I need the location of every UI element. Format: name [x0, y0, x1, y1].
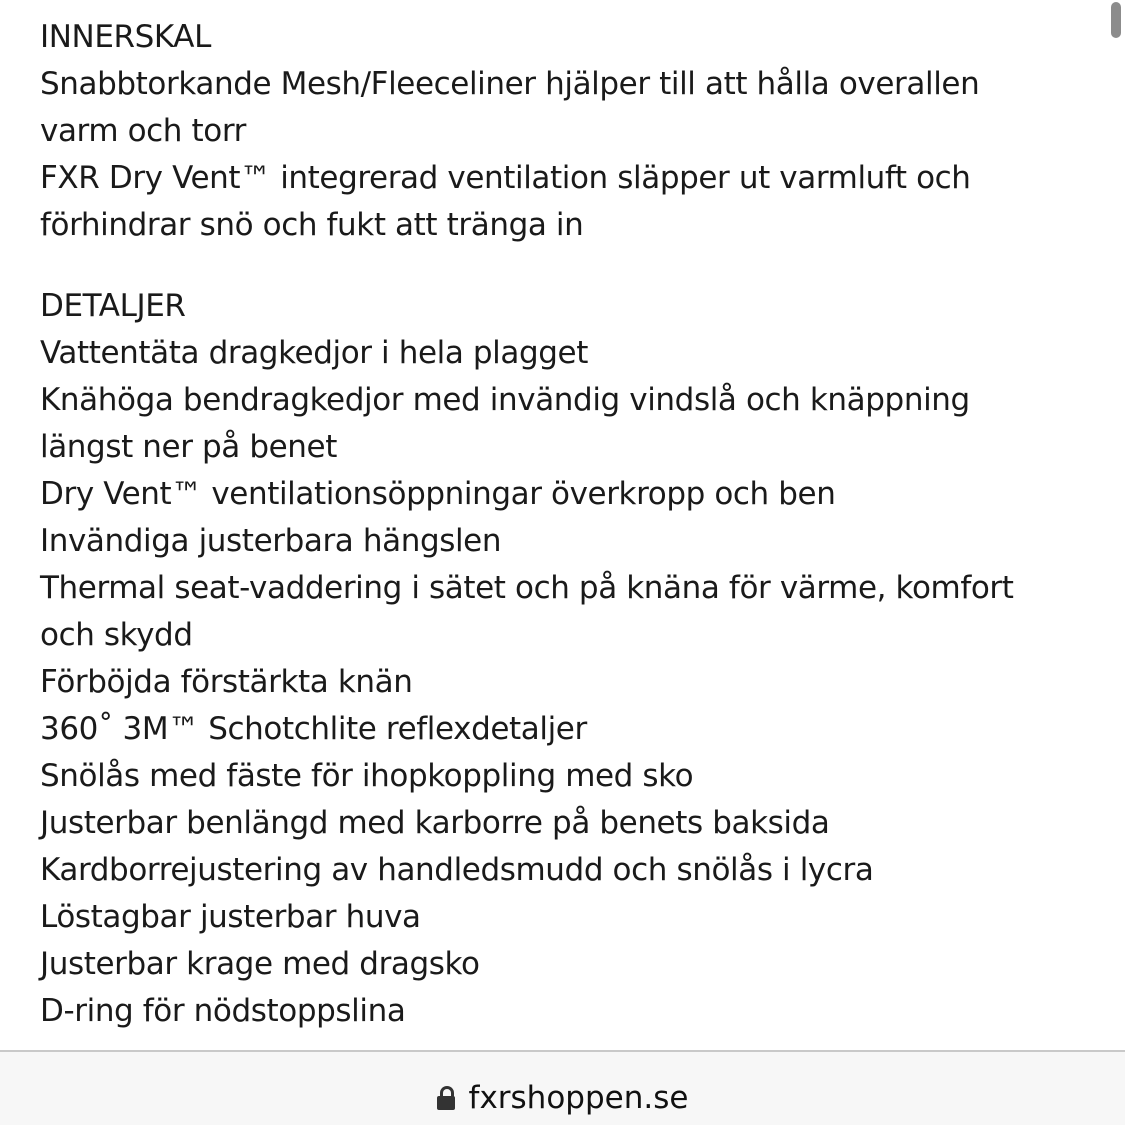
- lock-icon: [437, 1086, 455, 1110]
- text-line: Invändiga justerbara hängslen: [40, 523, 502, 559]
- scrollbar-thumb[interactable]: [1111, 2, 1121, 38]
- text-line: Knähöga bendragkedjor med invändig vindslå och knäppning: [40, 382, 970, 418]
- text-line: Kardborrejustering av handledsmudd och snölås i lycra: [40, 852, 874, 888]
- text-line: D-ring för nödstoppslina: [40, 993, 406, 1029]
- url-text: fxrshoppen.se: [468, 1080, 689, 1116]
- text-line: Förböjda förstärkta knän: [40, 664, 413, 700]
- text-line: Justerbar benlängd med karborre på benets baksida: [40, 805, 830, 841]
- text-line: FXR Dry Vent™ integrerad ventilation släpper ut varmluft och: [40, 160, 971, 196]
- text-line: Löstagbar justerbar huva: [40, 899, 421, 935]
- text-line: Vattentäta dragkedjor i hela plagget: [40, 335, 588, 371]
- text-line: och skydd: [40, 617, 193, 653]
- url-display[interactable]: [0, 1080, 1125, 1116]
- text-line: Justerbar krage med dragsko: [40, 946, 480, 982]
- text-line: längst ner på benet: [40, 429, 337, 465]
- section-heading: INNERSKAL: [40, 19, 211, 55]
- text-line: förhindrar snö och fukt att tränga in: [40, 207, 584, 243]
- text-line: Thermal seat-vaddering i sätet och på knäna för värme, komfort: [40, 570, 1014, 606]
- section-innerskal: [40, 14, 1090, 249]
- text-line: Dry Vent™ ventilationsöppningar överkropp och ben: [40, 476, 836, 512]
- section-heading: DETALJER: [40, 288, 186, 324]
- browser-address-bar[interactable]: [0, 1050, 1125, 1125]
- text-line: Snabbtorkande Mesh/Fleeceliner hjälper till att hålla overallen: [40, 66, 980, 102]
- section-detaljer: [40, 283, 1090, 1035]
- text-line: Snölås med fäste för ihopkoppling med sko: [40, 758, 694, 794]
- text-line: 360˚ 3M™ Schotchlite reflexdetaljer: [40, 711, 587, 747]
- product-description: [40, 14, 1090, 1035]
- text-line: varm och torr: [40, 113, 246, 149]
